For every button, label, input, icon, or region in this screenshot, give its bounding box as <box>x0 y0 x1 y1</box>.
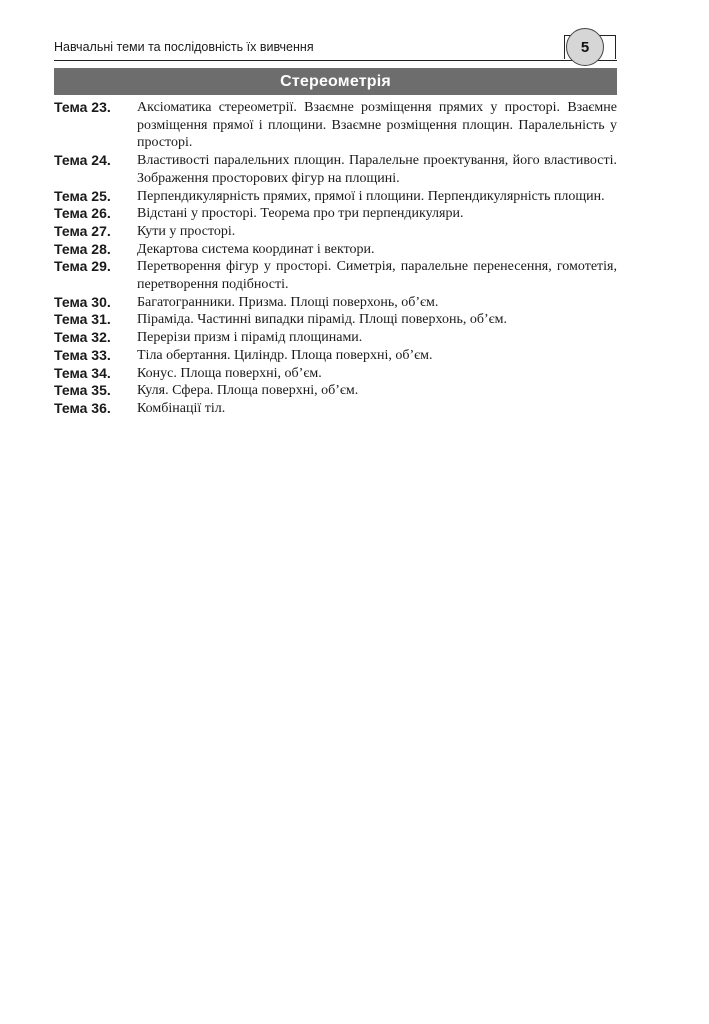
topic-row <box>54 382 617 400</box>
topic-label: Тема 24. <box>54 152 111 169</box>
topic-label: Тема 31. <box>54 311 111 328</box>
topic-label: Тема 29. <box>54 258 111 275</box>
topic-text: Перетворення фігур у просторі. Симетрія, паралельне перенесення, гомотетія, перетворення подібності. <box>137 259 617 293</box>
topic-text: Аксіоматика стереометрії. Взаємне розміщення прямих у просторі. Взаємне розміщення прямої і площини. Взаємне розміщення площин. Паралельність у просторі. <box>137 100 617 151</box>
topic-label: Тема 25. <box>54 187 111 204</box>
topic-row <box>54 152 617 187</box>
topic-row <box>54 188 617 206</box>
topic-row <box>54 241 617 259</box>
topic-label: Тема 28. <box>54 240 111 257</box>
topic-row <box>54 223 617 241</box>
topic-row <box>54 329 617 347</box>
topic-label: Тема 35. <box>54 382 111 399</box>
topic-text: Властивості паралельних площин. Паралельне проектування, його властивості. Зображення просторових фігур на площині. <box>137 153 617 186</box>
topic-text: Куля. Сфера. Площа поверхні, об’єм. <box>137 383 359 399</box>
page-number: 5 <box>566 28 604 66</box>
topic-row <box>54 294 617 312</box>
topic-label: Тема 26. <box>54 205 111 222</box>
topic-label: Тема 33. <box>54 346 111 363</box>
topic-row <box>54 400 617 418</box>
running-header <box>54 38 617 61</box>
topic-text: Піраміда. Частинні випадки пірамід. Площі поверхонь, об’єм. <box>137 312 508 328</box>
topic-text: Тіла обертання. Циліндр. Площа поверхні, об’єм. <box>137 347 433 363</box>
topic-row <box>54 99 617 152</box>
section-title: Стереометрія <box>280 72 391 90</box>
topic-text: Перерізи призм і пірамід площинами. <box>137 330 363 346</box>
topic-text: Перпендикулярність прямих, прямої і площини. Перпендикулярність площин. <box>137 188 605 204</box>
topic-row <box>54 347 617 365</box>
topic-row <box>54 205 617 223</box>
topic-text: Конус. Площа поверхні, об’єм. <box>137 365 322 381</box>
topic-text: Кути у просторі. <box>137 223 236 239</box>
section-heading-bar <box>54 68 617 95</box>
topic-label: Тема 27. <box>54 222 111 239</box>
topic-row <box>54 365 617 383</box>
topic-label: Тема 34. <box>54 364 111 381</box>
topic-list <box>54 99 617 418</box>
topic-text: Відстані у просторі. Теорема про три перпендикуляри. <box>137 206 464 222</box>
topic-label: Тема 32. <box>54 329 111 346</box>
topic-row <box>54 311 617 329</box>
topic-label: Тема 36. <box>54 399 111 416</box>
topic-label: Тема 23. <box>54 99 111 115</box>
topic-row <box>54 258 617 293</box>
topic-text: Комбінації тіл. <box>137 400 226 416</box>
topic-text: Декартова система координат і вектори. <box>137 241 375 257</box>
topic-text: Багатогранники. Призма. Площі поверхонь, об’єм. <box>137 294 439 310</box>
topic-label: Тема 30. <box>54 293 111 310</box>
header-title: Навчальні теми та послідовність їх вивчення <box>54 40 314 54</box>
